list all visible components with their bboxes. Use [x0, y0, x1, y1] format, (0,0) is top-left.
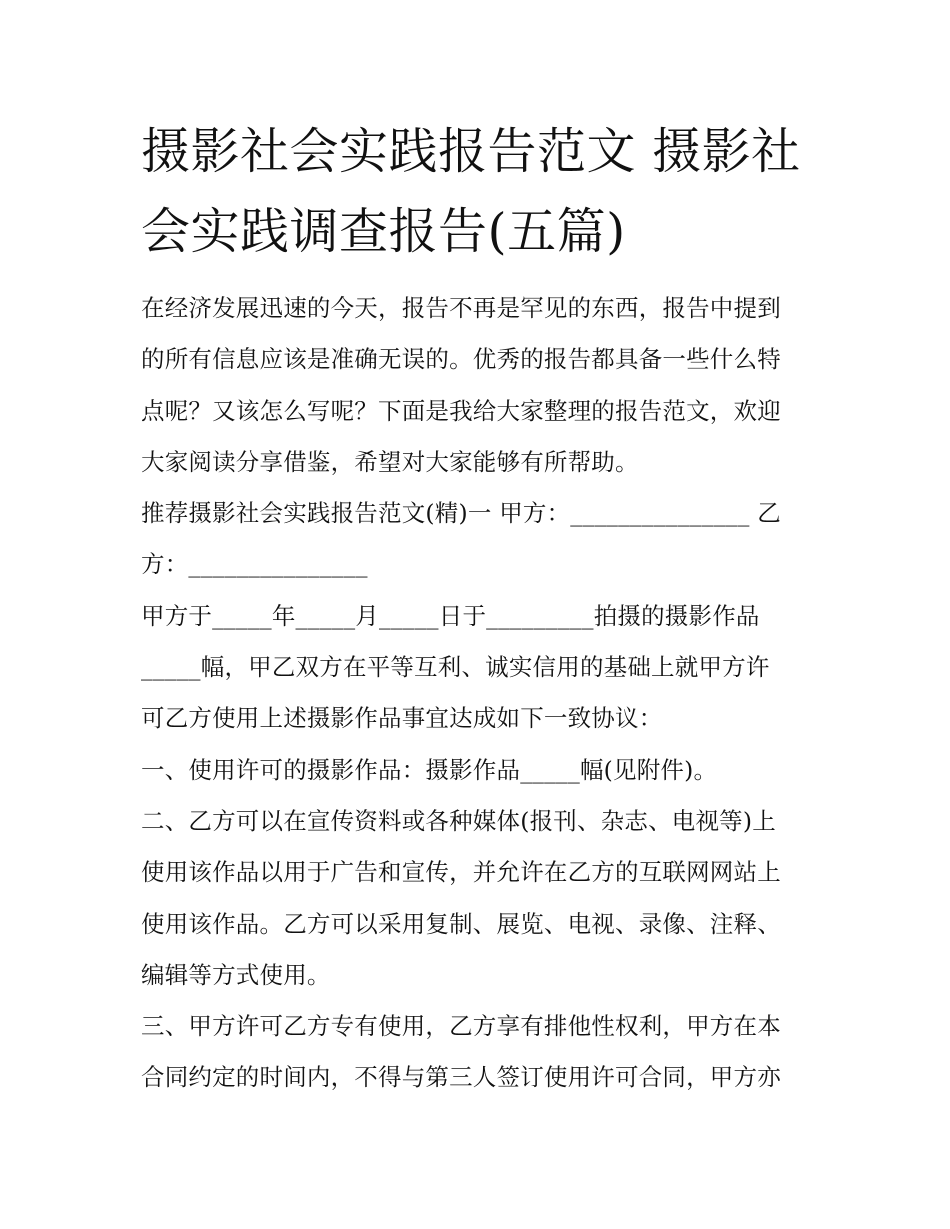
- text-line: 推荐摄影社会实践报告范文(精)一 甲方：_______________ 乙: [141, 499, 781, 528]
- title-line-1: 摄影社会实践报告范文 摄影社: [141, 123, 801, 180]
- text-line: _____幅，甲乙双方在平等互利、诚实信用的基础上就甲方许: [141, 653, 770, 682]
- text-line: 使用该作品。乙方可以采用复制、展览、电视、录像、注释、: [141, 909, 781, 938]
- document-title: [141, 112, 813, 272]
- clause-1: [141, 745, 813, 796]
- text-line: 甲方于_____年_____月_____日于_________拍摄的摄影作品: [141, 601, 760, 630]
- parties-paragraph: [141, 488, 813, 591]
- text-line: 编辑等方式使用。: [141, 960, 331, 989]
- text-line: 在经济发展迅速的今天，报告不再是罕见的东西，报告中提到: [141, 294, 781, 322]
- text-line: 可乙方使用上述摄影作品事宜达成如下一致协议：: [141, 704, 663, 733]
- clause-2: [141, 796, 813, 1001]
- text-line: 合同约定的时间内，不得与第三人签订使用许可合同，甲方亦: [141, 1063, 781, 1092]
- text-line: 大家阅读分享借鉴，希望对大家能够有所帮助。: [141, 447, 639, 476]
- text-line: 方：_______________: [141, 550, 368, 579]
- intro-paragraph: [141, 283, 813, 488]
- title-line-2: 会实践调查报告(五篇): [141, 203, 626, 260]
- text-line: 使用该作品以用于广告和宣传，并允许在乙方的互联网网站上: [141, 858, 781, 887]
- text-line: 二、乙方可以在宣传资料或各种媒体(报刊、杂志、电视等)上: [141, 806, 776, 835]
- text-line: 三、甲方许可乙方专有使用，乙方享有排他性权利，甲方在本: [141, 1012, 781, 1041]
- text-line: 一、使用许可的摄影作品：摄影作品_____幅(见附件)。: [141, 755, 718, 784]
- preamble-paragraph: [141, 591, 813, 745]
- document-body: [141, 112, 813, 1104]
- clause-3: [141, 1001, 813, 1104]
- text-line: 点呢？又该怎么写呢？下面是我给大家整理的报告范文，欢迎: [141, 396, 781, 425]
- text-line: 的所有信息应该是准确无误的。优秀的报告都具备一些什么特: [141, 345, 781, 374]
